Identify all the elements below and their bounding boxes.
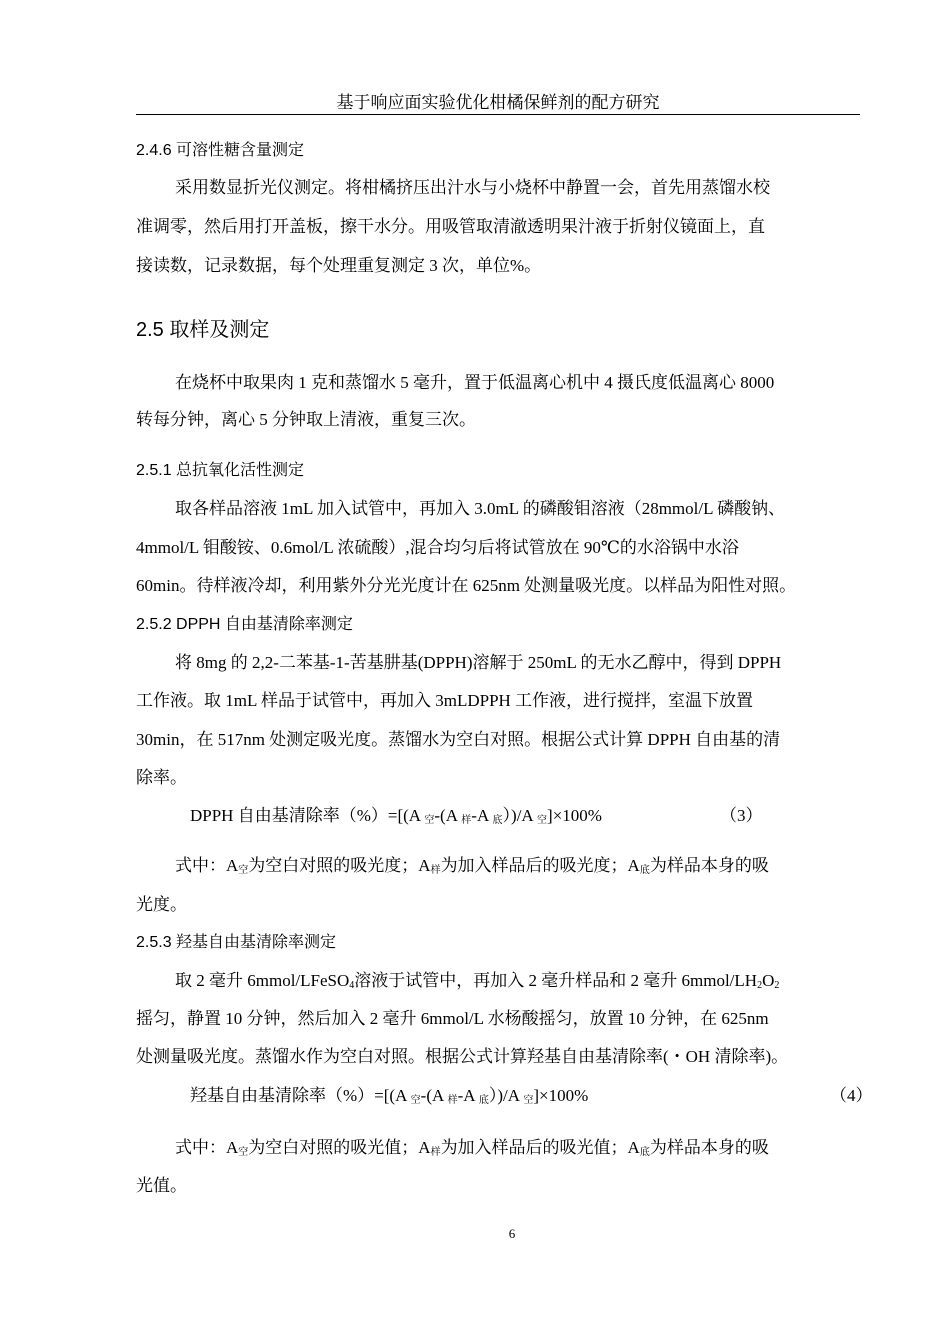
header-rule: [136, 114, 860, 115]
paragraph-line: 采用数显折光仪测定。将柑橘挤压出汁水与小烧杯中静置一会，首先用蒸馏水校: [175, 178, 770, 197]
paragraph-line: 取各样品溶液 1mL 加入试管中，再加入 3.0mL 的磷酸钼溶液（28mmol/L 磷酸钠、: [175, 499, 786, 518]
paragraph-line: 处测量吸光度。蒸馏水作为空白对照。根据公式计算羟基自由基清除率(・OH 清除率)。: [136, 1047, 789, 1066]
section-heading-2-5-1: 2.5.1 总抗氧化活性测定: [136, 462, 305, 479]
section-heading-2-4-6: 2.4.6 可溶性糖含量测定: [136, 142, 305, 159]
paragraph-line: 转每分钟，离心 5 分钟取上清液，重复三次。: [136, 410, 476, 429]
section-heading-2-5-3: 2.5.3 羟基自由基清除率测定: [136, 934, 337, 951]
paragraph-line: 4mmol/L 钼酸铵、0.6mol/L 浓硫酸）,混合均匀后将试管放在 90℃的水浴锅中水浴: [136, 538, 739, 557]
paragraph-line: 60min。待样液冷却，利用紫外分光光度计在 625nm 处测量吸光度。以样品为阳性对照。: [136, 576, 797, 595]
formula-4: 羟基自由基清除率（%）=[(A $_空$-(A $_样$-A $_底$）)/A $_空$]×100%: [190, 1086, 589, 1106]
section-heading-2-5: 2.5 取样及测定: [136, 319, 270, 341]
paragraph-line: 除率。: [136, 768, 187, 787]
paragraph-line: 光值。: [136, 1176, 187, 1195]
formula-3: DPPH 自由基清除率（%）=[(A $_空$-(A $_样$-A $_底$）)/A $_空$]×100%: [190, 806, 602, 826]
paragraph-line: 摇匀，静置 10 分钟，然后加入 2 毫升 6mmol/L 水杨酸摇匀，放置 10 分钟，在 625nm: [136, 1009, 769, 1028]
equation-number: （4）: [830, 1086, 873, 1105]
paragraph-line: 接读数，记录数据，每个处理重复测定 3 次，单位%。: [136, 256, 542, 275]
paragraph-line: 光度。: [136, 895, 187, 914]
running-header: 基于响应面实验优化柑橘保鲜剂的配方研究: [336, 93, 660, 112]
paragraph-line: 取 2 毫升 6mmol/LFeSO$_4$溶液于试管中，再加入 2 毫升样品和 2 毫升 $6mmol/LH_2O_2$: [175, 971, 780, 991]
page-number: 6: [508, 1226, 516, 1241]
formula-note: 式中：$A_空$为空白对照的吸光值；$A_样$为加入样品后的吸光值；$A_底$为样品本身的吸: [175, 1138, 769, 1158]
paragraph-line: 30min，在 517nm 处测定吸光度。蒸馏水为空白对照。根据公式计算 DPPH 自由基的清: [136, 730, 781, 749]
paragraph-line: 工作液。取 1mL 样品于试管中，再加入 3mLDPPH 工作液，进行搅拌，室温下放置: [136, 691, 754, 710]
paragraph-line: 将 8mg 的 2,2-二苯基-1-苦基肼基(DPPH)溶解于 250mL 的无水乙醇中，得到 DPPH: [175, 653, 782, 672]
equation-number: （3）: [720, 806, 763, 825]
paragraph-line: 准调零，然后用打开盖板，擦干水分。用吸管取清澈透明果汁液于折射仪镜面上，直: [136, 217, 765, 236]
section-heading-2-5-2: 2.5.2 DPPH 自由基清除率测定: [136, 616, 353, 633]
formula-note: 式中：$A_空$为空白对照的吸光度；$A_样$为加入样品后的吸光度；$A_底$为样品本身的吸: [175, 856, 769, 876]
paragraph-line: 在烧杯中取果肉 1 克和蒸馏水 5 毫升，置于低温离心机中 4 摄氏度低温离心 8000: [175, 373, 775, 392]
